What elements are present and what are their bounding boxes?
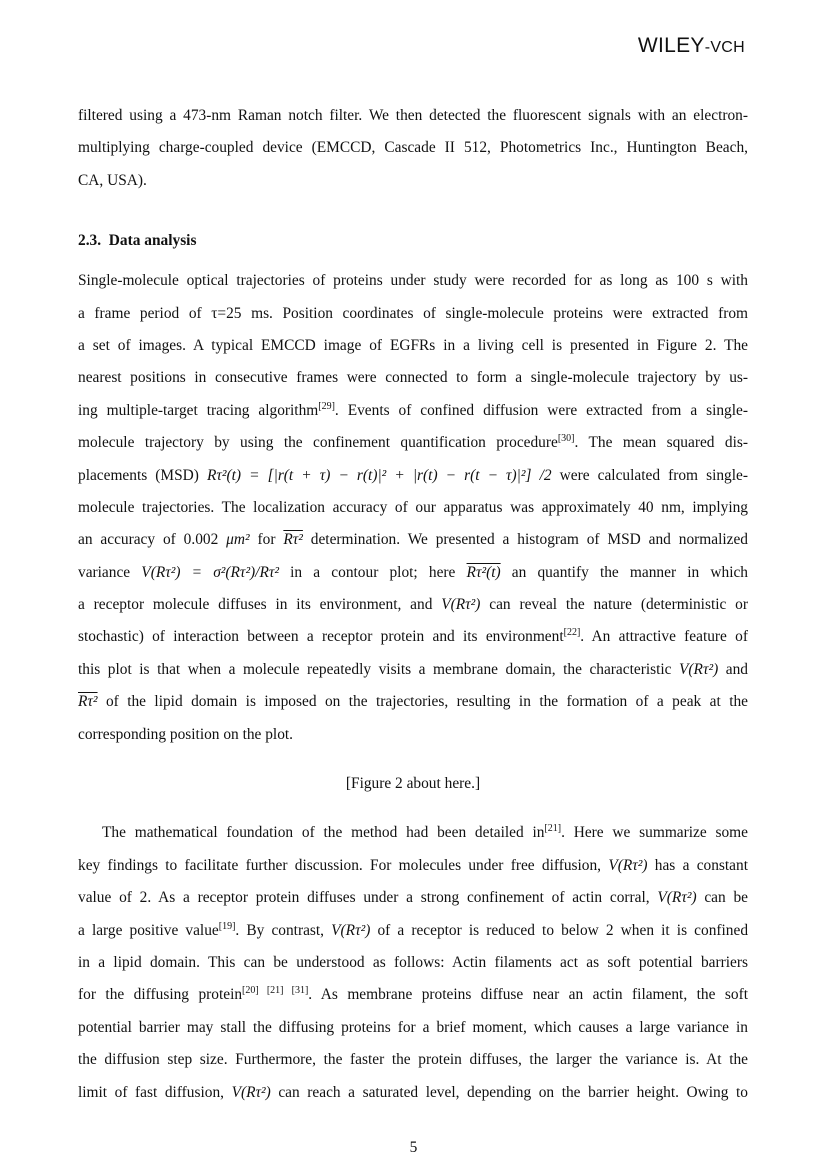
text-line: a frame period of τ=25 ms. Position coordinates of single-molecule proteins were extracted from bbox=[78, 304, 748, 322]
page-body bbox=[78, 100, 748, 1109]
text-span: in a contour plot; here bbox=[278, 563, 467, 581]
text-span: key findings to facilitate further discussion. For molecules under free diffusion, bbox=[78, 856, 609, 874]
math-symbol: Rτ² bbox=[78, 693, 98, 711]
text-span: . An attractive feature of bbox=[580, 628, 748, 646]
logo-vch-text: -VCH bbox=[704, 39, 745, 56]
text-line bbox=[78, 621, 748, 653]
text-span: and bbox=[718, 660, 748, 678]
text-span: limit of fast diffusion, bbox=[78, 1083, 232, 1101]
text-line bbox=[78, 850, 748, 882]
text-span: determination. We presented a histogram of MSD and normalized bbox=[302, 531, 748, 549]
text-span: an accuracy of 0.002 bbox=[78, 531, 227, 549]
text-line bbox=[78, 524, 748, 556]
text-span: for bbox=[249, 531, 284, 549]
section-title: Data analysis bbox=[108, 232, 197, 250]
figure-placeholder: [Figure 2 about here.] bbox=[345, 775, 481, 793]
text-span: has a constant bbox=[647, 856, 748, 874]
text-span: placements (MSD) bbox=[78, 466, 207, 484]
text-line bbox=[78, 654, 748, 686]
paragraph-1 bbox=[78, 100, 748, 197]
section-number: 2.3. bbox=[78, 232, 102, 250]
citation[interactable]: [30] bbox=[557, 433, 575, 445]
text-span: an quantify the manner in which bbox=[500, 563, 748, 581]
publisher-logo bbox=[638, 34, 745, 58]
unit-symbol: μm² bbox=[226, 531, 250, 549]
text-line bbox=[78, 817, 748, 849]
page-number: 5 bbox=[409, 1139, 418, 1156]
citation[interactable]: [29] bbox=[318, 400, 335, 412]
text-span: The mathematical foundation of the method had been detailed in bbox=[102, 824, 545, 842]
text-span: . Here we summarize some bbox=[561, 824, 748, 842]
math-symbol: V(Rτ²) bbox=[608, 856, 648, 874]
text-span: a receptor molecule diffuses in its environment, and bbox=[78, 596, 442, 614]
text-span: stochastic) of interaction between a receptor protein and its environment bbox=[78, 628, 564, 646]
msd-equation: Rτ²(t) = [|r(t + τ) − r(t)|² + |r(t) − r(t − τ)|²] /2 bbox=[207, 466, 552, 484]
math-symbol: V(Rτ²) bbox=[657, 889, 697, 907]
text-line bbox=[78, 395, 748, 427]
text-line: a set of images. A typical EMCCD image of EGFRs in a living cell is presented in Figure 2. The bbox=[78, 336, 748, 354]
citation[interactable]: [22] bbox=[563, 627, 581, 639]
text-line bbox=[78, 882, 748, 914]
text-span: this plot is that when a molecule repeatedly visits a membrane domain, the characteristic bbox=[78, 660, 680, 678]
math-symbol: V(Rτ²) bbox=[679, 660, 719, 678]
text-line bbox=[78, 557, 748, 589]
text-span: can be bbox=[696, 889, 748, 907]
text-span: a large positive value bbox=[78, 921, 219, 939]
spacer bbox=[78, 751, 748, 768]
text-span: can reveal the nature (deterministic or bbox=[480, 596, 748, 614]
text-line: nearest positions in consecutive frames were connected to form a single-molecule trajectory by us- bbox=[78, 369, 748, 387]
text-span: were calculated from single- bbox=[551, 466, 748, 484]
math-symbol: V(Rτ²) bbox=[441, 596, 481, 614]
math-symbol: V(Rτ²) bbox=[331, 921, 371, 939]
citation[interactable]: [21] bbox=[544, 823, 562, 835]
citation[interactable]: [20] [21] [31] bbox=[242, 985, 309, 997]
math-symbol: Rτ²(t) bbox=[466, 563, 501, 581]
text-line bbox=[78, 979, 748, 1011]
logo-wiley-text: WILEY bbox=[637, 34, 705, 57]
text-line: CA, USA). bbox=[78, 171, 147, 189]
text-line: multiplying charge-coupled device (EMCCD, Cascade II 512, Photometrics Inc., Huntington Beach, bbox=[78, 139, 748, 157]
text-line: the diffusion step size. Furthermore, the faster the protein diffuses, the larger the variance is. At the bbox=[78, 1051, 748, 1069]
variance-equation: V(Rτ²) = σ²(Rτ²)/Rτ² bbox=[141, 563, 279, 581]
paragraph-2 bbox=[78, 265, 748, 751]
text-line: in a lipid domain. This can be understood as follows: Actin filaments act as soft potential barriers bbox=[78, 953, 748, 971]
text-span: for the diffusing protein bbox=[78, 986, 243, 1004]
text-span: of the lipid domain is imposed on the trajectories, resulting in the formation of a peak at the bbox=[97, 693, 748, 711]
text-line bbox=[78, 460, 748, 492]
text-line: potential barrier may stall the diffusing proteins for a brief moment, which causes a large variance in bbox=[78, 1018, 748, 1036]
math-symbol: Rτ² bbox=[283, 531, 303, 549]
text-line bbox=[78, 915, 748, 947]
text-line bbox=[78, 686, 748, 718]
text-span: molecule trajectory by using the confinement quantification procedure bbox=[78, 434, 558, 452]
text-line: corresponding position on the plot. bbox=[78, 725, 294, 743]
text-span: ing multiple-target tracing algorithm bbox=[78, 401, 319, 419]
section-heading bbox=[78, 225, 748, 257]
text-span: . As membrane proteins diffuse near an actin filament, the soft bbox=[308, 986, 748, 1004]
text-span: . By contrast, bbox=[235, 921, 332, 939]
text-span: . The mean squared dis- bbox=[574, 434, 748, 452]
text-span: value of 2. As a receptor protein diffuses under a strong confinement of actin corral, bbox=[78, 889, 658, 907]
text-span: of a receptor is reduced to below 2 when it is confined bbox=[370, 921, 749, 939]
text-line bbox=[78, 427, 748, 459]
spacer bbox=[78, 800, 748, 817]
math-symbol: V(Rτ²) bbox=[231, 1083, 271, 1101]
text-line bbox=[78, 1077, 748, 1109]
text-line: molecule trajectories. The localization accuracy of our apparatus was approximately 40 nm, implying bbox=[78, 498, 748, 516]
text-line: Single-molecule optical trajectories of proteins under study were recorded for as long as 100 s with bbox=[78, 272, 748, 290]
text-span: . Events of confined diffusion were extracted from a single- bbox=[334, 401, 748, 419]
text-line bbox=[78, 589, 748, 621]
text-span: can reach a saturated level, depending on the barrier height. Owing to bbox=[270, 1083, 748, 1101]
text-span: variance bbox=[78, 563, 142, 581]
text-line: filtered using a 473-nm Raman notch filter. We then detected the fluorescent signals with an electron- bbox=[78, 107, 748, 124]
citation[interactable]: [19] bbox=[218, 920, 236, 932]
paragraph-3 bbox=[78, 817, 748, 1109]
